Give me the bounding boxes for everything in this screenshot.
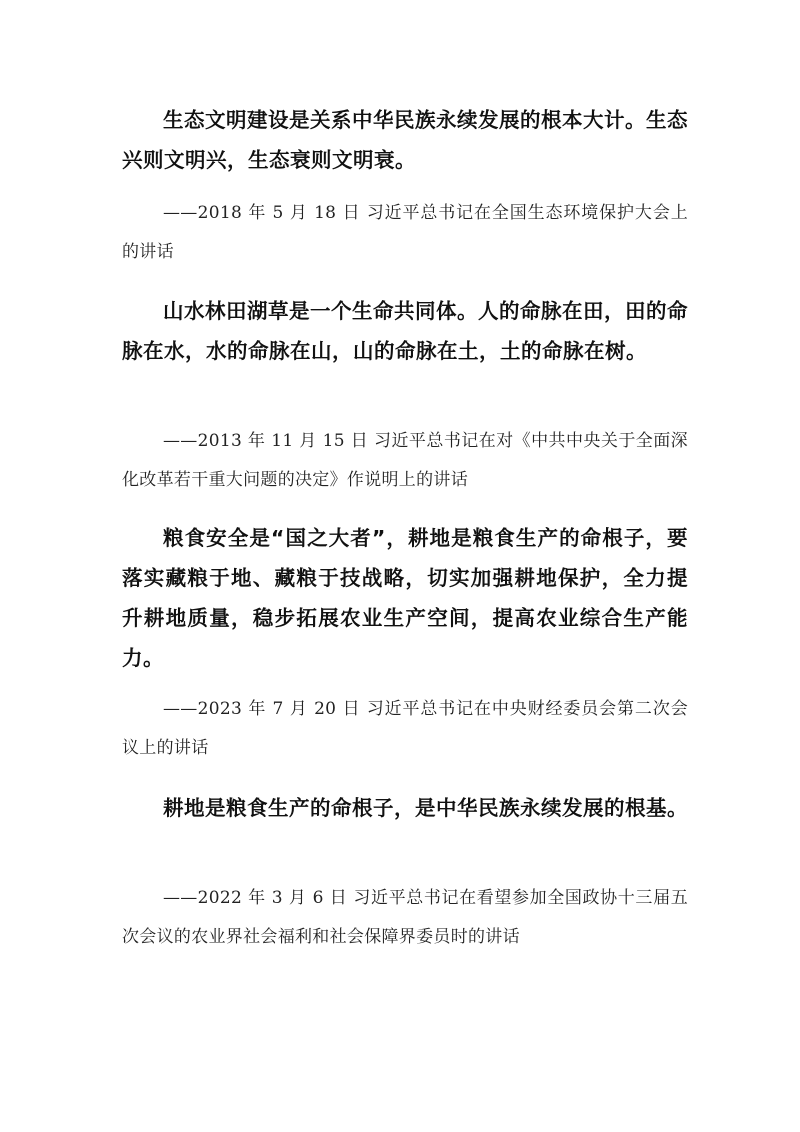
quote-2-text: 山水林田湖草是一个生命共同体。人的命脉在田，田的命脉在水，水的命脉在山，山的命脉在土，土的命脉在树。 xyxy=(122,299,688,363)
quote-3-source: ——2023 年 7 月 20 日 习近平总书记在中央财经委员会第二次会议上的讲话 xyxy=(122,699,688,758)
quote-4-text: 耕地是粮食生产的命根子，是中华民族永续发展的根基。 xyxy=(163,796,688,820)
quote-1-text: 生态文明建设是关系中华民族永续发展的根本大计。生态兴则文明兴，生态衰则文明衰。 xyxy=(122,108,688,172)
quote-2-source: ——2013 年 11 月 15 日 习近平总书记在对《中共中央关于全面深化改革若干重大问题的决定》作说明上的讲话 xyxy=(122,431,688,490)
quote-4-source: ——2022 年 3 月 6 日 习近平总书记在看望参加全国政协十三届五次会议的农业界社会福利和社会保障界委员时的讲话 xyxy=(122,888,688,947)
quote-3-text: 粮食安全是“国之大者”，耕地是粮食生产的命根子，要落实藏粮于地、藏粮于技战略，切实加强耕地保护，全力提升耕地质量，稳步拓展农业生产空间，提高农业综合生产能力。 xyxy=(122,526,688,670)
quote-1-source: ——2018 年 5 月 18 日 习近平总书记在全国生态环境保护大会上的讲话 xyxy=(122,203,688,262)
